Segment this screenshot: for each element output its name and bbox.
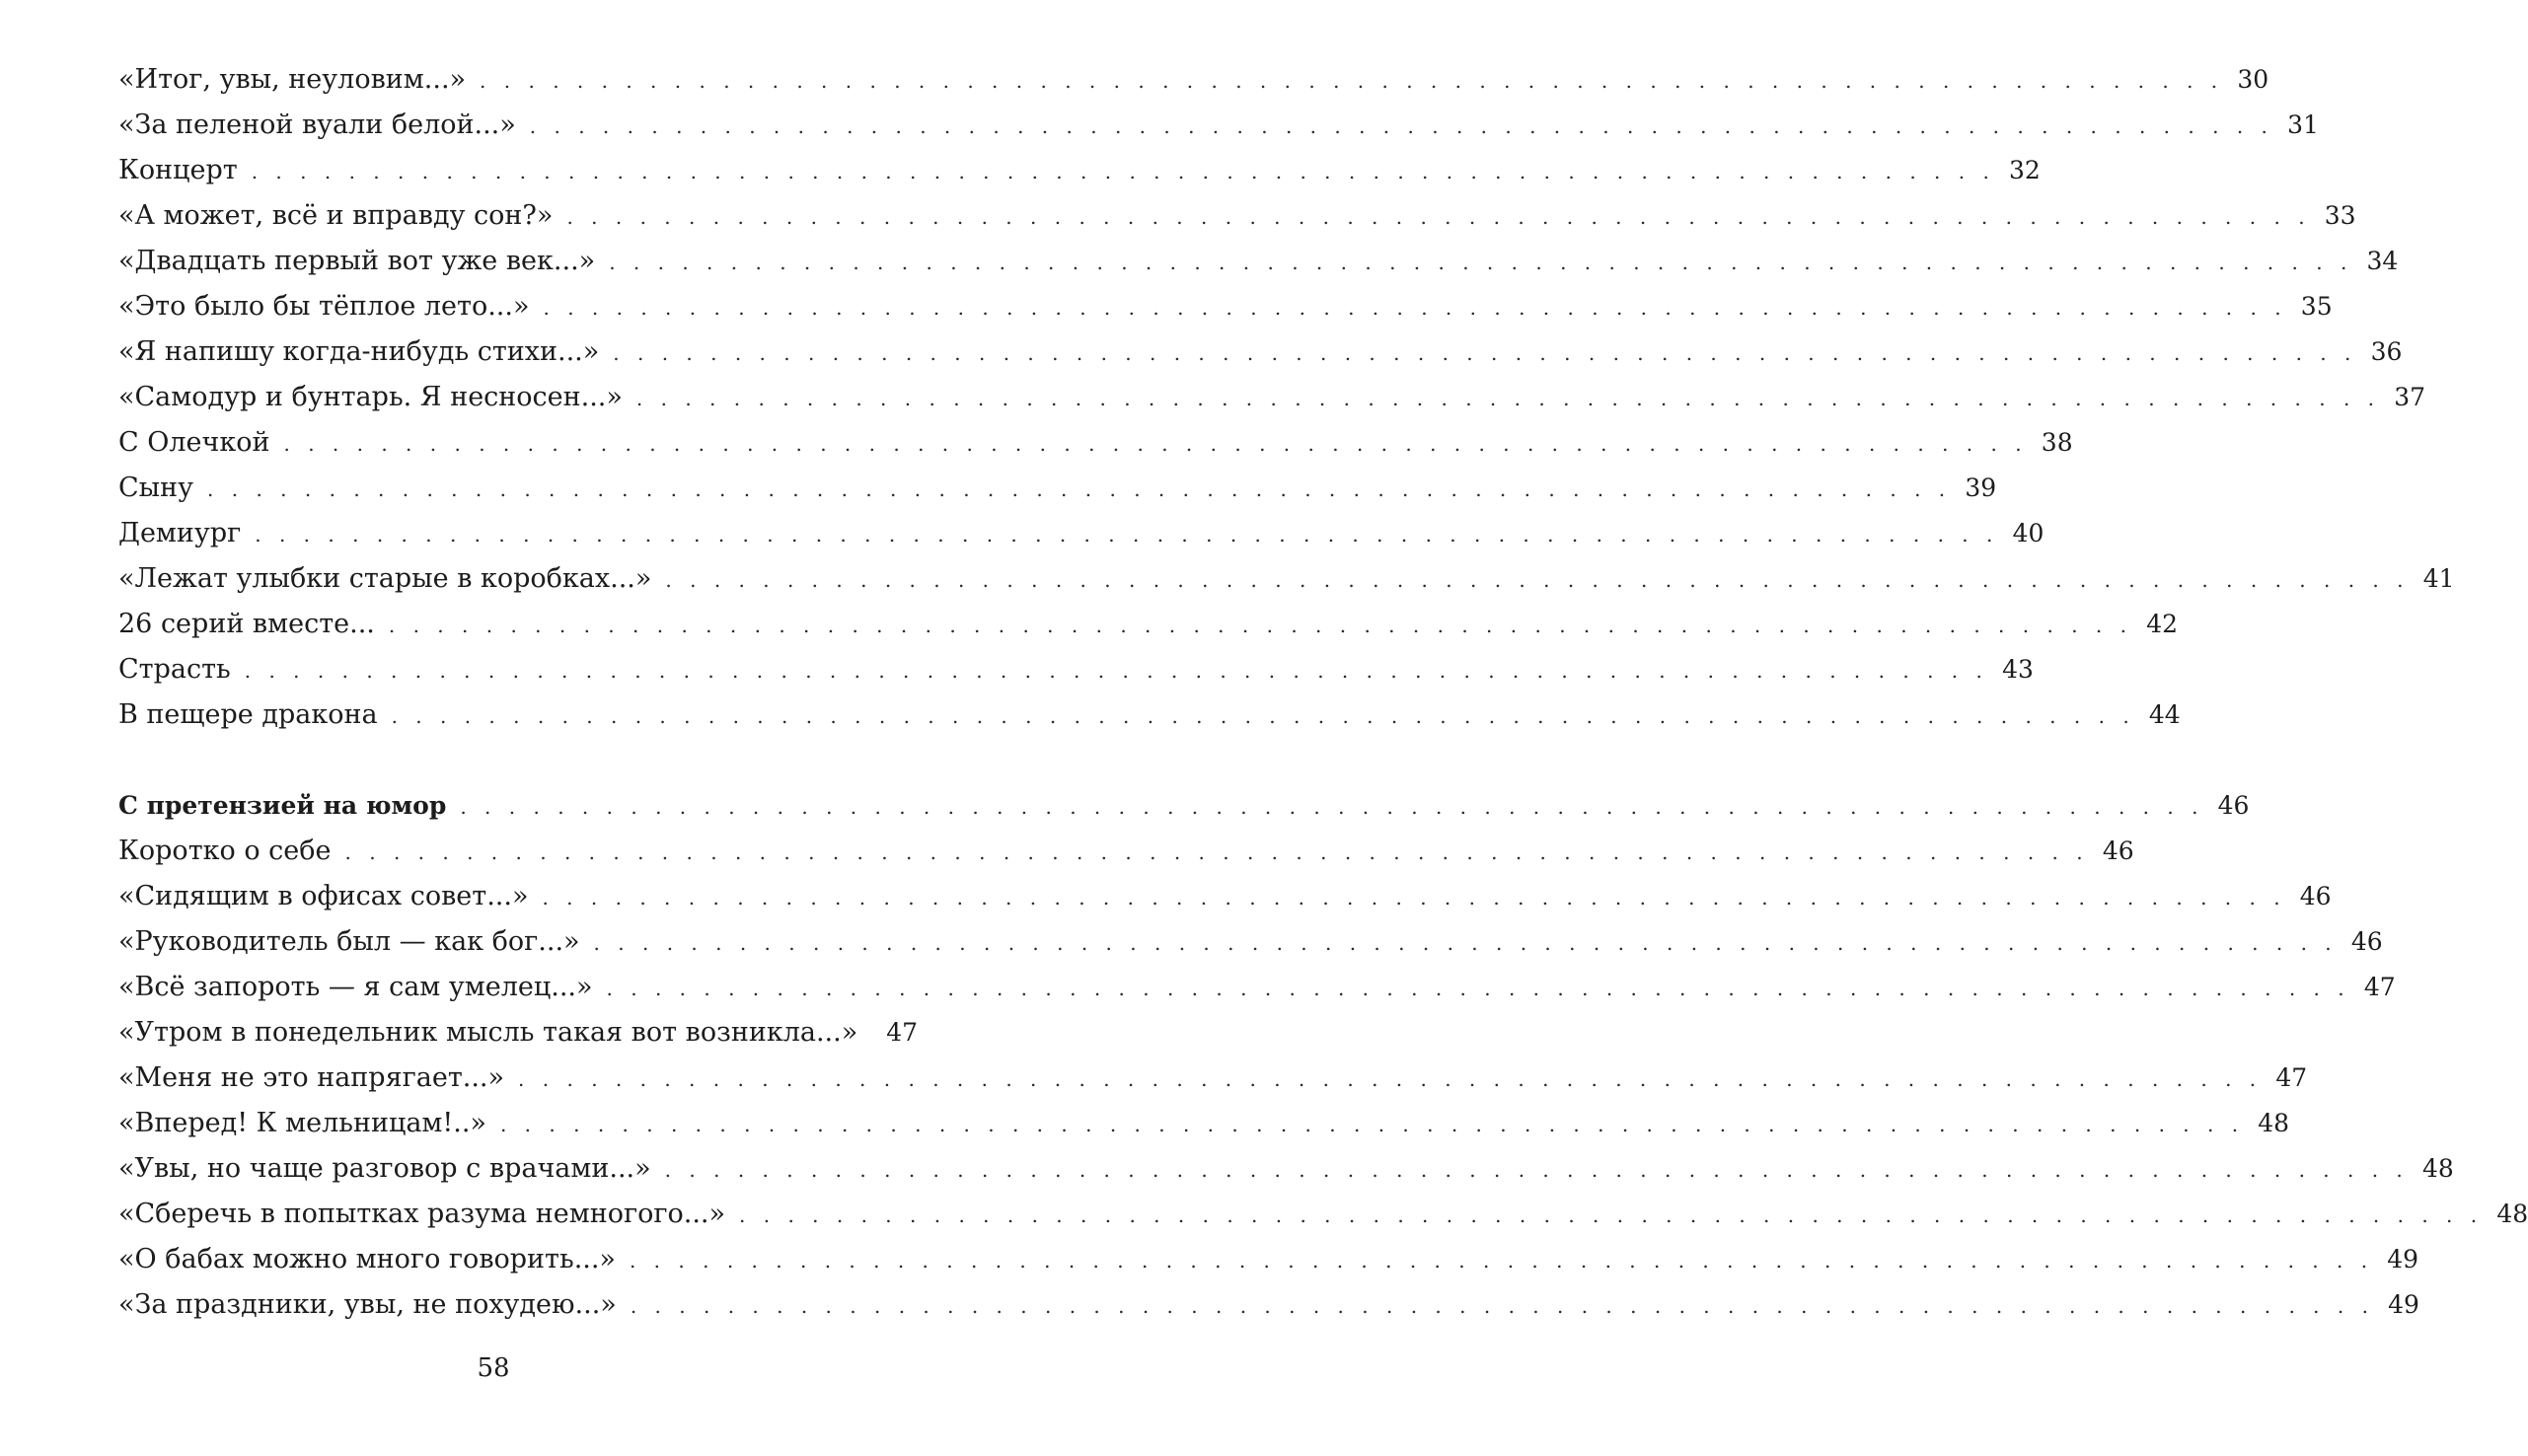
toc-entry-page: 31 xyxy=(2287,110,2319,139)
toc-entry xyxy=(118,466,1997,511)
toc-entry xyxy=(118,57,2269,103)
dot-leader: . . . . . . . . . . . . . . . . . . . . . . . . . . . . . . . . . . . . . . . . . . . . . . . . . . . . . . . . . . . . . . . . . . . . . . . . xyxy=(566,205,2311,229)
toc-entry-page: 43 xyxy=(2002,655,2034,684)
toc-entry xyxy=(118,284,2333,329)
dot-leader: . . . . . . . . . . . . . . . . . . . . . . . . . . . . . . . . . . . . . . . . . . . . . . . . . . . . . . . . . . . . . . . . . . . . . . . . xyxy=(606,977,2350,1000)
dot-leader: . . . . . . . . . . . . . . . . . . . . . . . . . . . . . . . . . . . . . . . . . . . . . . . . . . . . . . . . . . . . . . . . . . . . . . . . xyxy=(388,614,2132,637)
toc-entry xyxy=(118,692,2181,738)
dot-leader: . . . . . . . . . . . . . . . . . . . . . . . . . . . . . . . . . . . . . . . . . . . . . . . . . . . . . . . . . . . . . . . . . . . . . . . . xyxy=(665,568,2410,592)
toc-entry-page: 46 xyxy=(2350,927,2383,956)
toc-entry xyxy=(118,829,2134,874)
toc-entry xyxy=(118,602,2178,647)
dot-leader: . . . . . . . . . . . . . . . . . . . . . . . . . . . . . . . . . . . . . . . . . . . . . . . . . . . . . . . . . . . . . . . . . . . . . . . . xyxy=(542,886,2286,910)
dot-leader: . . . . . . . . . . . . . . . . . . . . . . . . . . . . . . . . . . . . . . . . . . . . . . . . . . . . . . . . . . . . . . . . . . . . . . . . xyxy=(499,1113,2245,1136)
toc-entry xyxy=(118,375,2426,420)
toc-entry-title: «А может, всё и вправду сон?» xyxy=(118,200,554,231)
toc-entry-page: 37 xyxy=(2394,383,2426,411)
dot-leader: . . . . . . . . . . . . . . . . . . . . . . . . . . . . . . . . . . . . . . . . . . . . . . . . . . . . . . . . . . . . . . . . . . . . . . . . xyxy=(630,1294,2374,1318)
toc-entry-title: «Увы, но чаще разговор с врачами...» xyxy=(118,1153,651,1184)
dot-leader: . . . . . . . . . . . . . . . . . . . . . . . . . . . . . . . . . . . . . . . . . . . . . . . . . . . . . . . . . . . . . . . . . . . . . . . . xyxy=(543,296,2287,320)
toc-entry-title: «Руководитель был — как бог...» xyxy=(118,926,580,957)
toc-entry-page: 39 xyxy=(1965,473,1997,502)
toc-entry-page: 49 xyxy=(2388,1290,2419,1319)
toc-entry xyxy=(118,511,2045,556)
toc-entry xyxy=(118,239,2399,284)
dot-leader: . . . . . . . . . . . . . . . . . . . . . . . . . . . . . . . . . . . . . . . . . . . . . . . . . . . . . . . . . . . . . . . . . . . . . . . . xyxy=(344,840,2089,864)
toc-entry-page: 42 xyxy=(2146,610,2178,638)
toc-entry xyxy=(118,556,2455,602)
toc-entry-page: 30 xyxy=(2237,65,2269,94)
toc-entry xyxy=(118,919,2383,965)
toc-entry xyxy=(118,329,2403,375)
toc-entry-page: 49 xyxy=(2387,1245,2419,1274)
toc-entry-title: «Лежат улыбки старые в коробках...» xyxy=(118,563,652,594)
dot-leader: . . . . . . . . . . . . . . . . . . . . . . . . . . . . . . . . . . . . . . . . . . . . . . . . . . . . . . . . . . . . . . . . . . . . . . . . xyxy=(283,432,2028,456)
toc-entry xyxy=(118,1056,2308,1101)
toc-entry-page: 32 xyxy=(2009,156,2041,184)
toc-entry-title: С Олечкой xyxy=(118,427,270,458)
toc-entry xyxy=(118,1282,2419,1328)
toc-entry xyxy=(118,148,2041,193)
dot-leader: . . . . . . . . . . . . . . . . . . . . . . . . . . . . . . . . . . . . . . . . . . . . . . . . . . . . . . . . . . . . . . . . . . . . . . . . xyxy=(251,160,1995,183)
toc-entry-page: 38 xyxy=(2041,428,2073,457)
toc-entry-page: 46 xyxy=(2299,882,2332,910)
toc-entry-title: «Самодур и бунтарь. Я несносен...» xyxy=(118,382,623,412)
page-number: 58 xyxy=(477,1353,510,1383)
toc-entry xyxy=(118,1192,2528,1237)
toc-entry-page: 36 xyxy=(2370,337,2403,366)
toc-section-heading xyxy=(118,783,2250,829)
toc-entry-page: 33 xyxy=(2324,201,2356,230)
toc-entry-page: 46 xyxy=(2217,791,2250,820)
dot-leader: . . . . . . . . . . . . . . . . . . . . . . . . . . . . . . . . . . . . . . . . . . . . . . . . . . . . . . . . . . . . . . . . . . . . . . . . xyxy=(518,1067,2263,1091)
toc-entry-title: «Сберечь в попытках разума немногого...» xyxy=(118,1199,726,1229)
section-gap xyxy=(118,738,918,783)
toc-entry-title: «Утром в понедельник мысль такая вот возникла...» xyxy=(118,1017,858,1048)
dot-leader: . . . . . . . . . . . . . . . . . . . . . . . . . . . . . . . . . . . . . . . . . . . . . . . . . . . . . . . . . . . . . . . . . . . . . . . . xyxy=(244,659,1988,683)
dot-leader: . . . . . . . . . . . . . . . . . . . . . . . . . . . . . . . . . . . . . . . . . . . . . . . . . . . . . . . . . . . . . . . . . . . . . . . . xyxy=(207,477,1952,501)
dot-leader: . . . . . . . . . . . . . . . . . . . . . . . . . . . . . . . . . . . . . . . . . . . . . . . . . . . . . . . . . . . . . . . . . . . . . . . . xyxy=(480,69,2224,93)
toc-entry-title: Страсть xyxy=(118,654,231,685)
toc-entry xyxy=(118,965,2396,1010)
toc-entry-page: 44 xyxy=(2148,700,2181,729)
dot-leader: . . . . . . . . . . . . . . . . . . . . . . . . . . . . . . . . . . . . . . . . . . . . . . . . . . . . . . . . . . . . . . . . . . . . . . . . xyxy=(460,795,2204,819)
toc-entry-page: 48 xyxy=(2258,1109,2290,1137)
toc-entry-page: 40 xyxy=(2012,519,2045,547)
toc-entry xyxy=(118,647,2034,692)
toc-entry-title: «Сидящим в офисах совет...» xyxy=(118,881,529,911)
toc-entry-page: 34 xyxy=(2366,247,2399,275)
toc-entry-page: 47 xyxy=(2363,973,2396,1001)
toc-entry-title: «Меня не это напрягает...» xyxy=(118,1062,505,1093)
toc-entry xyxy=(118,874,2332,919)
toc-entry-title: «О бабах можно много говорить...» xyxy=(118,1244,616,1274)
toc-entry-page: 48 xyxy=(2496,1200,2528,1228)
dot-leader: . . . . . . . . . . . . . . . . . . . . . . . . . . . . . . . . . . . . . . . . . . . . . . . . . . . . . . . . . . . . . . . . . . . . . . . . xyxy=(635,387,2381,410)
dot-leader: . . . . . . . . . . . . . . . . . . . . . . . . . . . . . . . . . . . . . . . . . . . . . . . . . . . . . . . . . . . . . . . . . . . . . . . . xyxy=(609,251,2353,274)
toc-entry-title: «Итог, увы, неуловим...» xyxy=(118,64,467,95)
toc-entry-title: «Всё запороть — я сам умелец...» xyxy=(118,972,593,1002)
toc-entry-title: «За пеленой вуали белой...» xyxy=(118,109,516,140)
toc-entry xyxy=(118,1146,2454,1192)
toc-entry-title: Концерт xyxy=(118,155,238,185)
toc-entry-title: В пещере дракона xyxy=(118,699,378,730)
dot-leader: . . . . . . . . . . . . . . . . . . . . . . . . . . . . . . . . . . . . . . . . . . . . . . . . . . . . . . . . . . . . . . . . . . . . . . . . xyxy=(739,1203,2484,1227)
toc-entry-page: 47 xyxy=(2275,1063,2308,1092)
toc-entry-title: «За праздники, увы, не похудею...» xyxy=(118,1289,617,1320)
toc-entry-title: «Это было бы тёплое лето...» xyxy=(118,291,530,322)
toc-entry-title: С претензией на юмор xyxy=(118,791,447,820)
toc-entry-title: «Вперед! К мельницам!..» xyxy=(118,1108,486,1138)
table-of-contents xyxy=(118,57,2528,1328)
toc-entry xyxy=(118,1237,2419,1282)
toc-entry-page: 46 xyxy=(2102,837,2134,865)
toc-entry-title: Демиург xyxy=(118,518,242,548)
dot-leader: . . . . . . . . . . . . . . . . . . . . . . . . . . . . . . . . . . . . . . . . . . . . . . . . . . . . . . . . . . . . . . . . . . . . . . . . xyxy=(664,1158,2409,1182)
toc-entry-page: 35 xyxy=(2300,292,2333,321)
toc-entry-title: Сыну xyxy=(118,473,194,503)
toc-entry-page: 47 xyxy=(886,1018,918,1047)
dot-leader: . . . . . . . . . . . . . . . . . . . . . . . . . . . . . . . . . . . . . . . . . . . . . . . . . . . . . . . . . . . . . . . . . . . . . . . . xyxy=(529,114,2273,138)
dot-leader: . . . . . . . . . . . . . . . . . . . . . . . . . . . . . . . . . . . . . . . . . . . . . . . . . . . . . . . . . . . . . . . . . . . . . . . . xyxy=(593,931,2338,955)
toc-entry-page: 48 xyxy=(2421,1154,2454,1183)
toc-entry xyxy=(118,420,2073,466)
toc-entry xyxy=(118,103,2319,148)
toc-entry-page: 41 xyxy=(2422,564,2455,593)
dot-leader: . . . . . . . . . . . . . . . . . . . . . . . . . . . . . . . . . . . . . . . . . . . . . . . . . . . . . . . . . . . . . . . . . . . . . . . . xyxy=(391,704,2135,728)
toc-entry xyxy=(118,1101,2290,1146)
dot-leader: . . . . . . . . . . . . . . . . . . . . . . . . . . . . . . . . . . . . . . . . . . . . . . . . . . . . . . . . . . . . . . . . . . . . . . . . xyxy=(255,523,1999,546)
toc-entry xyxy=(118,1010,918,1056)
toc-entry-title: Коротко о себе xyxy=(118,836,332,866)
toc-entry-title: «Двадцать первый вот уже век...» xyxy=(118,246,596,276)
toc-entry xyxy=(118,193,2356,239)
dot-leader: . . . . . . . . . . . . . . . . . . . . . . . . . . . . . . . . . . . . . . . . . . . . . . . . . . . . . . . . . . . . . . . . . . . . . . . . xyxy=(629,1249,2374,1273)
dot-leader: . . . . . . . . . . . . . . . . . . . . . . . . . . . . . . . . . . . . . . . . . . . . . . . . . . . . . . . . . . . . . . . . . . . . . . . . xyxy=(613,341,2357,365)
toc-entry-title: 26 серий вместе... xyxy=(118,609,375,639)
toc-entry-title: «Я напишу когда-нибудь стихи...» xyxy=(118,336,600,367)
